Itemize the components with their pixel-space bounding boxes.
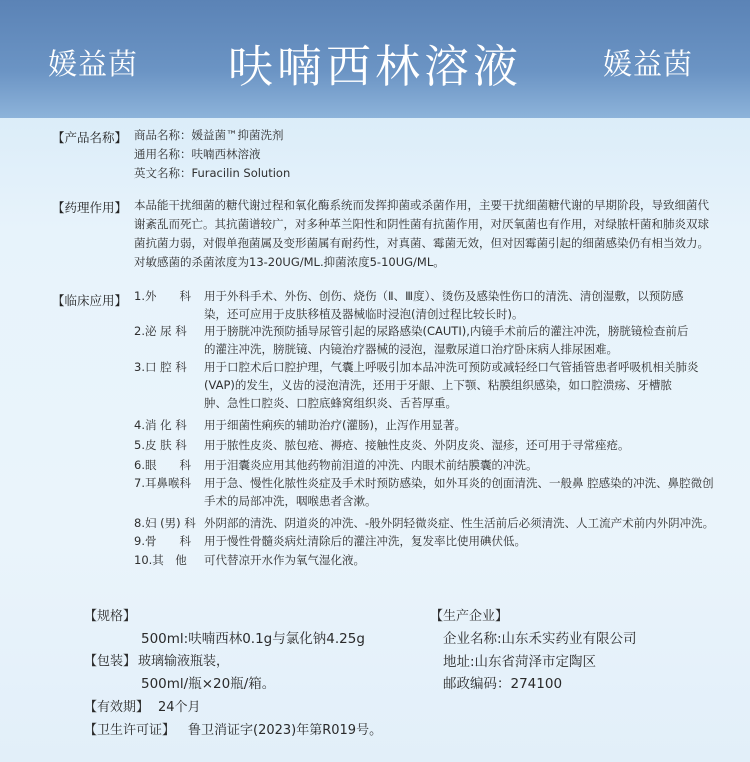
clinical-item-name: 6.眼 科 — [134, 458, 191, 472]
validity-value: 24个月 — [158, 700, 201, 715]
clinical-item-name: 1.外 科 — [134, 289, 191, 303]
clinical-item-desc: 用于慢性骨髓炎病灶清除后的灌注冲洗，复发率比使用碘伏低。 — [204, 534, 526, 548]
clinical-item-desc: 用于外科手术、外伤、创伤、烧伤（Ⅱ、Ⅲ度）、烫伤及感染性伤口的清洗、清创湿敷，以预防感 — [204, 289, 684, 303]
brand-right: 媛益茵 — [603, 47, 694, 81]
clinical-item-desc: 外阴部的清洗、阴道炎的冲洗、-般外阴轻微炎症、性生活前后必须清洗、人工流产术前内外阴冲洗。 — [204, 516, 715, 530]
clinical-item-name: 5.皮 肤 科 — [134, 438, 187, 452]
product-generic-name: 通用名称：呋喃西林溶液 — [134, 147, 261, 161]
clinical-item-desc: 用于泪囊炎应用其他药物前泪道的冲洗、内眼术前结膜囊的冲洗。 — [204, 458, 538, 472]
pharmacology-label: 【药理作用】 — [52, 200, 128, 215]
clinical-item-desc: 手术的局部冲洗，咽喉患者含漱。 — [204, 494, 377, 508]
clinical-item-name: 10.其 他 — [134, 553, 187, 567]
pharmacology-line: 本品能干扰细菌的糖代谢过程和氧化酶系统而发挥抑菌或杀菌作用，主要干扰细菌糖代谢的早期阶段，导致细菌代 — [134, 198, 709, 212]
clinical-item-desc: 用于口腔术后口腔护理，气囊上呼吸引加本品冲洗可预防或减轻经口气管插管患者呼吸机相关肺炎 — [204, 360, 699, 374]
clinical-item-desc: 肿、急性口腔炎、口腔底蜂窝组织炎、舌苔厚重。 — [204, 396, 457, 410]
clinical-item-name: 9.骨 科 — [134, 534, 191, 548]
package-label: 【包装】 — [84, 654, 137, 669]
clinical-item-name: 4.消 化 科 — [134, 418, 187, 432]
validity-label: 【有效期】 — [84, 700, 150, 715]
manufacturer-postcode: 邮政编码：274100 — [443, 676, 563, 692]
clinical-item-name: 8.妇 (男) 科 — [134, 516, 196, 530]
manufacturer-label: 【生产企业】 — [430, 609, 509, 624]
clinical-item-desc: 用于细菌性痢疾的辅助治疗(灌肠)，止泻作用显著。 — [204, 418, 466, 432]
page-title: 呋喃西林溶液 — [227, 40, 522, 93]
product-english-name: 英文名称：Furacilin Solution — [134, 166, 291, 180]
license-label: 【卫生许可证】 — [84, 723, 176, 738]
clinical-item-name: 7.耳鼻喉科 — [134, 476, 191, 490]
clinical-item-name: 2.泌 尿 科 — [134, 324, 187, 338]
clinical-item-desc: 染，还可应用于皮肤移植及器械临时浸泡(清创过程比较长时)。 — [204, 307, 524, 321]
manufacturer-name: 企业名称:山东禾实药业有限公司 — [443, 631, 637, 647]
clinical-item-desc: 可代替凉开水作为氧气湿化液。 — [204, 553, 365, 567]
clinical-item-desc: 用于急、慢性化脓性炎症及手术时预防感染，如外耳炎的创面清洗、一般鼻 腔感染的冲洗、鼻腔微创 — [204, 476, 714, 490]
clinical-item-desc: 用于膀胱冲洗预防插导尿管引起的尿路感染(CAUTI),内镜手术前后的灌注冲洗，膀胱镜检查前后 — [204, 324, 689, 338]
package-value-2: 500ml/瓶×20瓶/箱。 — [141, 676, 276, 692]
pharmacology-line: 菌抗菌力弱，对假单孢菌属及变形菌属有耐药性，对真菌、霉菌无效，但对因霉菌引起的细菌感染仍有相当效力。 — [134, 236, 709, 250]
pharmacology-line: 谢紊乱而死亡。其抗菌谱较广，对多种革兰阳性和阴性菌有抗菌作用，对厌氧菌也有作用，对绿脓杆菌和肺炎双球 — [134, 217, 709, 231]
brand-left: 媛益茵 — [48, 47, 139, 81]
package-value: 玻璃输液瓶装， — [138, 654, 230, 669]
header-banner — [0, 0, 750, 118]
manufacturer-address: 地址:山东省菏泽市定陶区 — [443, 654, 597, 670]
clinical-item-name: 3.口 腔 科 — [134, 360, 187, 374]
spec-value: 500ml:呋喃西林0.1g与氯化钠4.25g — [141, 631, 365, 647]
clinical-item-desc: (VAP)的发生，义齿的浸泡清洗，还用于牙龈、上下颚、粘膜组织感染，如口腔溃疡、牙槽脓 — [204, 378, 672, 392]
product-trade-name: 商品名称：媛益菌™抑菌洗剂 — [134, 128, 284, 142]
clinical-label: 【临床应用】 — [52, 293, 128, 308]
pharmacology-line: 对敏感菌的杀菌浓度为13-20UG/ML.抑菌浓度5-10UG/ML。 — [134, 255, 445, 269]
spec-label: 【规格】 — [84, 609, 137, 624]
license-value: 鲁卫消证字(2023)年第R019号。 — [188, 723, 383, 738]
product-name-label: 【产品名称】 — [52, 130, 128, 145]
clinical-item-desc: 用于脓性皮炎、脓包疮、褥疮、接触性皮炎、外阴皮炎、湿疹，还可用于寻常痤疮。 — [204, 438, 630, 452]
clinical-item-desc: 的灌注冲洗，膀胱镜、内镜治疗器械的浸泡，湿敷尿道口治疗卧床病人排尿困难。 — [204, 342, 618, 356]
